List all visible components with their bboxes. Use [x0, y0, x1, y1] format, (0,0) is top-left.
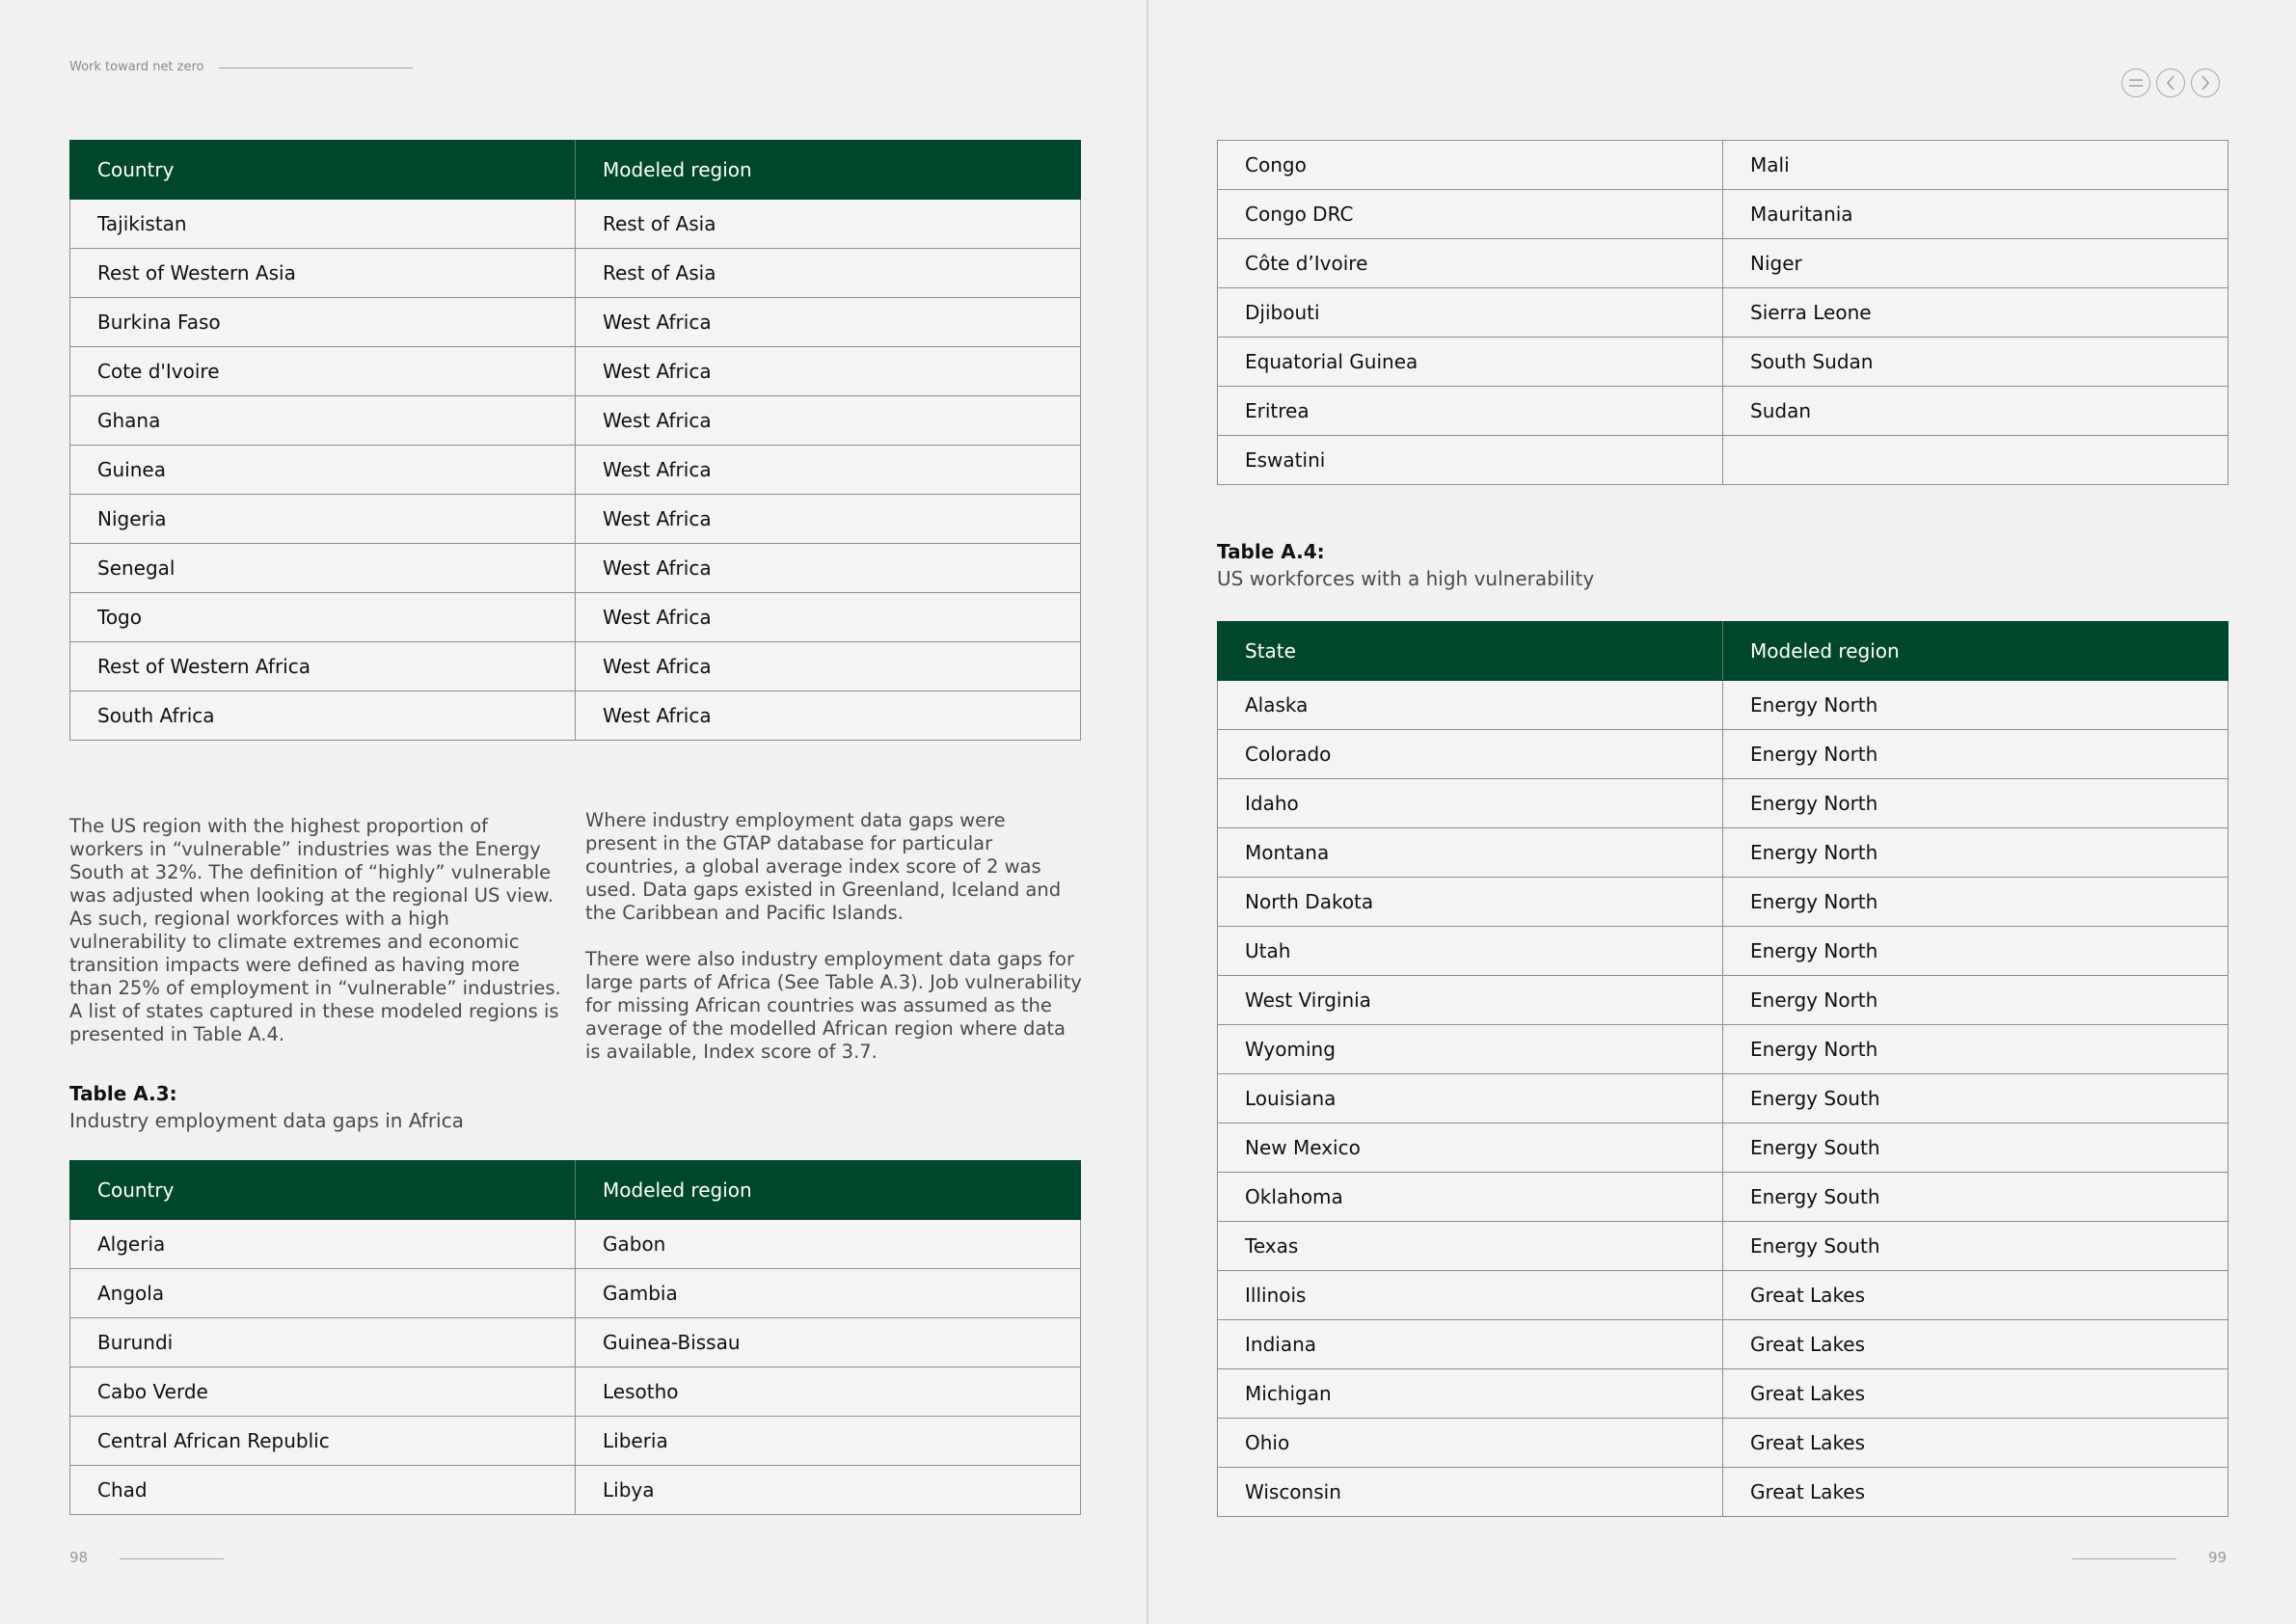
table-row — [70, 1417, 1081, 1466]
previous-page-button[interactable] — [2156, 68, 2185, 97]
cell-modeled-region: Energy North — [1723, 779, 2228, 828]
cell-modeled-region: Energy South — [1723, 1123, 2228, 1173]
cell-name: Colorado — [1218, 730, 1723, 779]
table-row — [1218, 141, 2228, 190]
cell-name: South Africa — [70, 691, 576, 741]
column-header: Modeled region — [576, 1161, 1081, 1220]
cell-modeled-region: Sierra Leone — [1723, 288, 2228, 338]
table-header-row — [1218, 622, 2228, 681]
cell-name: Louisiana — [1218, 1074, 1723, 1123]
cell-name: Congo DRC — [1218, 190, 1723, 239]
page-number-left: 98 — [69, 1549, 89, 1566]
table-row — [1218, 1123, 2228, 1173]
cell-modeled-region: West Africa — [576, 544, 1081, 593]
paragraph: There were also industry employment data gaps for large parts of Africa (See Table A.3). Job vulnerability for missing African countries was assumed as the average of the modelled African region where data is available, Index score of 3.7. — [585, 948, 1082, 1063]
table-row — [70, 642, 1081, 691]
cell-modeled-region: Gabon — [576, 1220, 1081, 1269]
table-row — [1218, 1222, 2228, 1271]
table-row — [70, 1318, 1081, 1367]
cell-modeled-region: Great Lakes — [1723, 1468, 2228, 1517]
table-row — [1218, 730, 2228, 779]
cell-modeled-region: West Africa — [576, 642, 1081, 691]
cell-modeled-region: Energy South — [1723, 1222, 2228, 1271]
column-header: State — [1218, 622, 1723, 681]
cell-name: Alaska — [1218, 681, 1723, 730]
cell-name: Nigeria — [70, 495, 576, 544]
cell-modeled-region: Mali — [1723, 141, 2228, 190]
cell-name: Oklahoma — [1218, 1173, 1723, 1222]
cell-name: Indiana — [1218, 1320, 1723, 1369]
table-row — [1218, 927, 2228, 976]
table-header-row — [70, 141, 1081, 200]
cell-name: Central African Republic — [70, 1417, 576, 1466]
table-a3-caption — [69, 1080, 464, 1134]
menu-icon — [2128, 77, 2144, 89]
table-row — [70, 446, 1081, 495]
table-africa-data-gaps — [69, 1160, 1081, 1515]
paragraph: Where industry employment data gaps were present in the GTAP database for particular countries, a global average index score of 2 was used. Data gaps existed in Greenland, Iceland and the Caribbean and Pacific Islands. — [585, 809, 1062, 924]
table-row — [1218, 1173, 2228, 1222]
cell-name: Algeria — [70, 1220, 576, 1269]
cell-modeled-region: Rest of Asia — [576, 200, 1081, 249]
cell-modeled-region: Energy North — [1723, 730, 2228, 779]
table-row — [1218, 1369, 2228, 1419]
table-row — [1218, 878, 2228, 927]
cell-name: Burkina Faso — [70, 298, 576, 347]
footer-rule-left — [120, 1558, 224, 1559]
table-country-region — [69, 140, 1081, 741]
cell-name: Tajikistan — [70, 200, 576, 249]
cell-name: Equatorial Guinea — [1218, 338, 1723, 387]
table-row — [1218, 239, 2228, 288]
cell-name: West Virginia — [1218, 976, 1723, 1025]
table-row — [1218, 1074, 2228, 1123]
running-header: Work toward net zero — [69, 60, 204, 74]
next-page-button[interactable] — [2191, 68, 2220, 97]
paragraph: The US region with the highest proportion of workers in “vulnerable” industries was the Energy South at 32%. The definition of “highly” vulnerable was adjusted when looking at the regional US view. As such, regional workforces with a high vulnerability to climate extremes and economic transition impacts were defined as having more than 25% of employment in “vulnerable” industries. A list of states captured in these modeled regions is presented in Table A.4. — [69, 815, 561, 1045]
body-text-column-2 — [585, 809, 1082, 1087]
table-row — [1218, 387, 2228, 436]
cell-modeled-region: West Africa — [576, 495, 1081, 544]
table-africa-data-gaps-continued — [1217, 140, 2228, 485]
cell-modeled-region: Energy South — [1723, 1074, 2228, 1123]
table-row — [70, 347, 1081, 396]
cell-name: Burundi — [70, 1318, 576, 1367]
table-row — [1218, 338, 2228, 387]
cell-name: Wisconsin — [1218, 1468, 1723, 1517]
cell-name: Michigan — [1218, 1369, 1723, 1419]
cell-modeled-region: Energy North — [1723, 878, 2228, 927]
column-header: Country — [70, 141, 576, 200]
table-row — [1218, 288, 2228, 338]
cell-name: Eritrea — [1218, 387, 1723, 436]
cell-name: New Mexico — [1218, 1123, 1723, 1173]
table-row — [70, 495, 1081, 544]
cell-name: Angola — [70, 1269, 576, 1318]
cell-name: Texas — [1218, 1222, 1723, 1271]
cell-name: Congo — [1218, 141, 1723, 190]
cell-modeled-region: Great Lakes — [1723, 1320, 2228, 1369]
column-header: Country — [70, 1161, 576, 1220]
cell-name: Illinois — [1218, 1271, 1723, 1320]
table-title: Table A.3: — [69, 1082, 177, 1105]
cell-modeled-region: Niger — [1723, 239, 2228, 288]
cell-modeled-region: Mauritania — [1723, 190, 2228, 239]
table-row — [1218, 828, 2228, 878]
table-row — [70, 200, 1081, 249]
menu-button[interactable] — [2121, 68, 2150, 97]
cell-name: Eswatini — [1218, 436, 1723, 485]
cell-modeled-region: Great Lakes — [1723, 1271, 2228, 1320]
table-row — [1218, 1025, 2228, 1074]
cell-name: Utah — [1218, 927, 1723, 976]
cell-modeled-region: Libya — [576, 1466, 1081, 1515]
table-us-workforces — [1217, 621, 2228, 1517]
cell-modeled-region: Rest of Asia — [576, 249, 1081, 298]
table-row — [70, 396, 1081, 446]
table-row — [70, 1466, 1081, 1515]
cell-modeled-region: West Africa — [576, 347, 1081, 396]
page-navigation — [2121, 68, 2220, 97]
cell-name: Côte d’Ivoire — [1218, 239, 1723, 288]
chevron-left-icon — [2165, 75, 2176, 91]
page-number-right: 99 — [2208, 1549, 2228, 1566]
cell-name: Rest of Western Africa — [70, 642, 576, 691]
table-row — [70, 544, 1081, 593]
table-row — [1218, 1271, 2228, 1320]
cell-name: Chad — [70, 1466, 576, 1515]
cell-modeled-region: West Africa — [576, 298, 1081, 347]
cell-modeled-region: Liberia — [576, 1417, 1081, 1466]
table-subtitle: US workforces with a high vulnerability — [1217, 567, 1595, 590]
cell-name: Senegal — [70, 544, 576, 593]
table-row — [70, 249, 1081, 298]
cell-modeled-region: West Africa — [576, 396, 1081, 446]
body-text-column-1 — [69, 815, 566, 1069]
table-header-row — [70, 1161, 1081, 1220]
cell-modeled-region: West Africa — [576, 691, 1081, 741]
table-row — [1218, 1320, 2228, 1369]
cell-modeled-region: Gambia — [576, 1269, 1081, 1318]
table-row — [70, 1220, 1081, 1269]
cell-modeled-region: West Africa — [576, 593, 1081, 642]
cell-modeled-region: Guinea-Bissau — [576, 1318, 1081, 1367]
cell-modeled-region: South Sudan — [1723, 338, 2228, 387]
cell-name: Idaho — [1218, 779, 1723, 828]
cell-modeled-region: Energy North — [1723, 927, 2228, 976]
table-a4-caption — [1217, 538, 1594, 592]
page-spine — [1147, 0, 1148, 1624]
cell-modeled-region: Energy North — [1723, 1025, 2228, 1074]
cell-modeled-region: Energy North — [1723, 681, 2228, 730]
cell-modeled-region: West Africa — [576, 446, 1081, 495]
cell-name: Guinea — [70, 446, 576, 495]
cell-modeled-region: Lesotho — [576, 1367, 1081, 1417]
cell-name: Cabo Verde — [70, 1367, 576, 1417]
table-row — [70, 1367, 1081, 1417]
cell-name: Ghana — [70, 396, 576, 446]
table-row — [1218, 1419, 2228, 1468]
cell-name: Ohio — [1218, 1419, 1723, 1468]
cell-name: Rest of Western Asia — [70, 249, 576, 298]
table-row — [1218, 436, 2228, 485]
footer-rule-right — [2072, 1558, 2176, 1559]
chevron-right-icon — [2200, 75, 2211, 91]
table-row — [1218, 190, 2228, 239]
cell-modeled-region — [1723, 436, 2228, 485]
cell-modeled-region: Sudan — [1723, 387, 2228, 436]
cell-name: North Dakota — [1218, 878, 1723, 927]
cell-modeled-region: Energy North — [1723, 976, 2228, 1025]
table-row — [70, 691, 1081, 741]
table-row — [70, 593, 1081, 642]
column-header: Modeled region — [576, 141, 1081, 200]
table-row — [1218, 1468, 2228, 1517]
cell-name: Wyoming — [1218, 1025, 1723, 1074]
table-row — [1218, 779, 2228, 828]
cell-modeled-region: Great Lakes — [1723, 1369, 2228, 1419]
cell-name: Togo — [70, 593, 576, 642]
cell-name: Djibouti — [1218, 288, 1723, 338]
table-row — [70, 1269, 1081, 1318]
table-row — [1218, 976, 2228, 1025]
cell-modeled-region: Energy South — [1723, 1173, 2228, 1222]
table-row — [70, 298, 1081, 347]
cell-modeled-region: Energy North — [1723, 828, 2228, 878]
cell-name: Montana — [1218, 828, 1723, 878]
cell-modeled-region: Great Lakes — [1723, 1419, 2228, 1468]
column-header: Modeled region — [1723, 622, 2228, 681]
table-row — [1218, 681, 2228, 730]
cell-name: Cote d'Ivoire — [70, 347, 576, 396]
table-title: Table A.4: — [1217, 540, 1325, 563]
table-subtitle: Industry employment data gaps in Africa — [69, 1109, 464, 1132]
